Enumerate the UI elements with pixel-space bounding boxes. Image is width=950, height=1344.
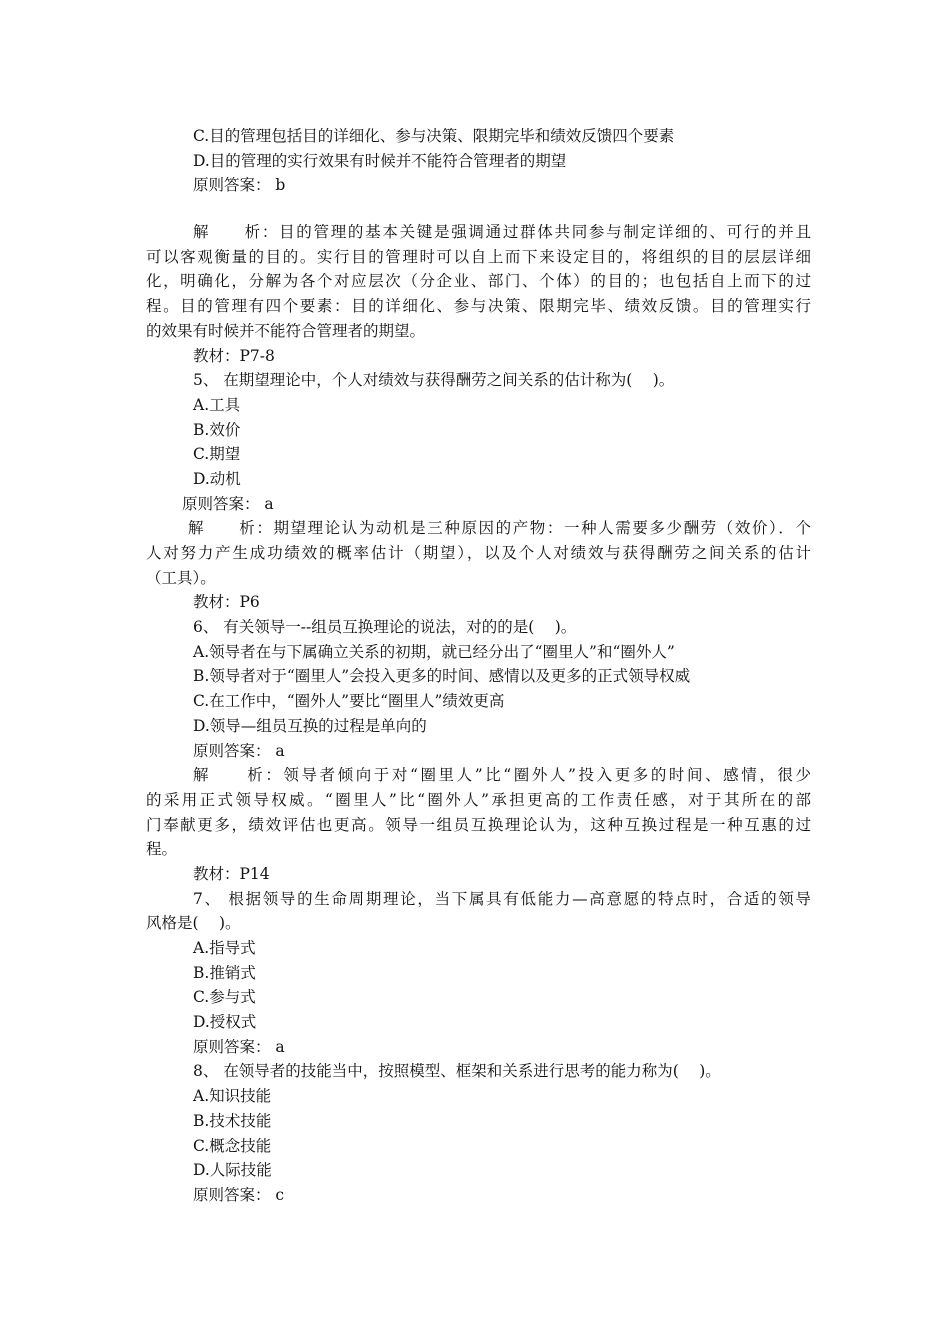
q7-stem-continued: 风格是( )。	[146, 914, 241, 933]
q8-option-d: D.人际技能	[193, 1161, 272, 1180]
q6-option-c: C.在工作中，“圈外人”要比“圈里人”绩效更高	[193, 692, 505, 711]
q6-analysis-line: 程。	[146, 840, 178, 859]
q4-analysis-line: 可以客观衡量的目的。实行目的管理时可以自上而下来设定目的，将组织的目的层层详细	[146, 247, 811, 266]
q6-option-b: B.领导者对于“圈里人”会投入更多的时间、感情以及更多的正式领导权威	[193, 667, 691, 686]
q5-option-a: A.工具	[193, 395, 241, 414]
q7-option-d: D.授权式	[193, 1013, 257, 1032]
blank-line	[146, 198, 811, 220]
q4-analysis-line: 解 析：目的管理的基本关键是强调通过群体共同参与制定详细的、可行的并且	[193, 223, 811, 242]
q8-option-a: A.知识技能	[193, 1087, 272, 1106]
q5-analysis-line: 人对努力产生成功绩效的概率估计（期望），以及个人对绩效与获得酬劳之间关系的估计	[146, 544, 811, 562]
q8-option-c: C.概念技能	[193, 1136, 272, 1155]
document-page	[146, 124, 811, 1208]
q7-answer: 原则答案： a	[193, 1037, 285, 1056]
q7-option-c: C.参与式	[193, 988, 256, 1007]
q4-option-d: D.目的管理的实行效果有时候并不能符合管理者的期望	[193, 151, 567, 170]
q6-analysis-line: 的采用正式领导权威。“圈里人”比“圈外人”承担更高的工作责任感，对于其所在的部	[146, 790, 811, 809]
q5-stem: 5、 在期望理论中，个人对绩效与获得酬劳之间关系的估计称为( )。	[193, 371, 675, 390]
q5-option-b: B.效价	[193, 420, 241, 439]
q6-analysis-line: 门奉献更多，绩效评估也更高。领导一组员互换理论认为，这种互换过程是一种互惠的过	[146, 815, 811, 834]
q7-stem: 7、 根据领导的生命周期理论，当下属具有低能力—高意愿的特点时，合适的领导	[193, 889, 811, 908]
q5-answer: 原则答案： a	[182, 494, 274, 513]
q6-option-a: A.领导者在与下属确立关系的初期，就已经分出了“圈里人”和“圈外人”	[193, 642, 675, 661]
q5-option-d: D.动机	[193, 469, 241, 488]
q6-option-d: D.领导—组员互换的过程是单向的	[193, 716, 427, 735]
q4-answer: 原则答案： b	[193, 176, 286, 195]
q8-answer: 原则答案： c	[193, 1185, 285, 1204]
q5-analysis-line: 解 析：期望理论认为动机是三种原因的产物：一种人需要多少酬劳（效价）．个	[188, 519, 811, 538]
q8-stem: 8、 在领导者的技能当中，按照模型、框架和关系进行思考的能力称为( )。	[193, 1062, 721, 1081]
q4-analysis-line: 的效果有时候并不能符合管理者的期望。	[146, 321, 426, 340]
q6-textbook: 教材：P14	[193, 864, 270, 883]
q4-textbook: 教材：P7-8	[193, 346, 275, 365]
q4-analysis-line: 程。目的管理有四个要素：目的详细化、参与决策、限期完毕、绩效反馈。目的管理实行	[146, 297, 811, 316]
q4-option-c: C.目的管理包括目的详细化、参与决策、限期完毕和绩效反馈四个要素	[193, 127, 675, 145]
q5-option-c: C.期望	[193, 445, 241, 464]
q8-option-b: B.技术技能	[193, 1111, 272, 1130]
q5-textbook: 教材：P6	[193, 593, 260, 612]
q7-option-a: A.指导式	[193, 939, 256, 957]
q7-option-b: B.推销式	[193, 963, 256, 982]
q5-analysis-line: （工具）。	[146, 568, 216, 587]
q6-stem: 6、 有关领导一--组员互换理论的说法，对的的是( )。	[193, 618, 577, 637]
q4-analysis-line: 化，明确化，分解为各个对应层次（分企业、部门、个体）的目的；也包括自上而下的过	[146, 272, 811, 291]
q6-answer: 原则答案： a	[193, 741, 285, 760]
q6-analysis-line: 解 析：领导者倾向于对“圈里人”比“圈外人”投入更多的时间、感情，很少	[193, 766, 811, 785]
